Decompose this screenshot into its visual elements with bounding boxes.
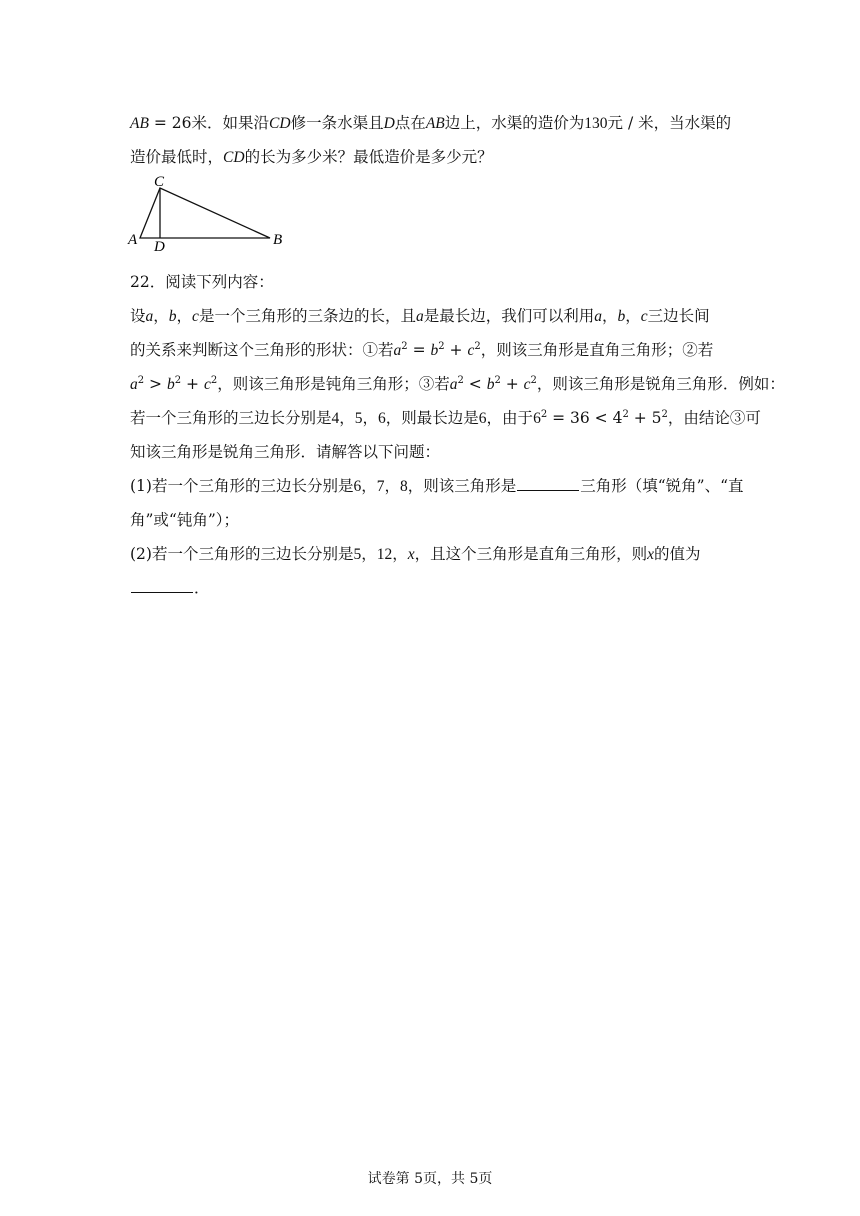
text-run: 知该三角形是锐角三角形．请解答以下问题：: [130, 443, 441, 461]
q22-line-2: [130, 340, 713, 361]
math-variable: AB: [130, 115, 149, 132]
label-a: A: [128, 232, 138, 248]
math-variable: b: [168, 308, 177, 325]
text-run: 的关系来判断这个三角形的形状：①若: [130, 341, 394, 359]
text-run: +: [444, 341, 468, 359]
math-variable: a: [594, 308, 602, 325]
q22-part2-line-2: [130, 578, 210, 598]
text-run: ，则该三角形是: [407, 477, 517, 495]
text-run: 米．如果沿: [191, 114, 270, 132]
q22-title: 22．阅读下列内容：: [130, 273, 274, 291]
text-run: 的长为多少米？最低造价是多少元？: [244, 148, 493, 166]
math-variable: a: [130, 376, 138, 393]
text-run: +: [181, 375, 204, 393]
math-variable: b: [166, 376, 175, 393]
text-run: ，且这个三角形是直角三角形，则: [414, 545, 648, 563]
exponent: 2: [540, 408, 548, 420]
text-run: <: [463, 375, 487, 393]
text-run: 角”或“钝角”）；: [130, 511, 240, 529]
text-run: ．: [194, 579, 210, 597]
exponent: 2: [457, 374, 464, 386]
text-run: 边上，水渠的造价为: [444, 114, 585, 132]
text-run: 6，7，8: [353, 478, 408, 495]
exponent: 2: [474, 340, 481, 352]
text-run: ，则该三角形是锐角三角形．例如：: [536, 375, 785, 393]
text-run: ，则该三角形是钝角三角形；③若: [217, 375, 450, 393]
text-run: =: [407, 341, 431, 359]
label-d: D: [154, 239, 165, 254]
text-run: + 5: [628, 409, 662, 427]
q22-part1-line-2: [130, 510, 239, 530]
triangle-figure: [126, 174, 296, 254]
q22-line-5: [130, 442, 440, 462]
exponent: 2: [661, 408, 668, 420]
math-variable: c: [640, 308, 648, 325]
math-variable: a: [415, 308, 424, 325]
text-run: 三边长间: [647, 307, 710, 325]
q21-line-2: [130, 147, 493, 168]
math-variable: c: [203, 376, 211, 393]
q21-line-1: [130, 113, 731, 134]
math-variable: b: [430, 342, 439, 359]
math-variable: CD: [223, 149, 245, 166]
text-run: 若一个三角形的三边长分别是: [130, 409, 332, 427]
exponent: 2: [622, 408, 629, 420]
text-run: (2)若一个三角形的三边长分别是: [130, 545, 354, 563]
exponent: 2: [174, 374, 182, 386]
text-run: ，则最长边是: [385, 409, 479, 427]
label-c: C: [154, 174, 165, 190]
exponent: 2: [137, 374, 145, 386]
math-variable: b: [617, 308, 626, 325]
text-run: (1)若一个三角形的三边长分别是: [130, 477, 354, 495]
text-run: ，: [601, 307, 618, 325]
answer-blank: [517, 476, 579, 491]
text-run: ，: [153, 307, 169, 325]
math-variable: x: [407, 546, 415, 563]
answer-blank: [131, 578, 193, 593]
text-run: 6: [533, 410, 541, 427]
text-run: 三角形（填“锐角”、“直: [580, 477, 744, 495]
text-run: ，由结论③可: [667, 409, 761, 427]
page-footer: 试卷第 5页，共 5页: [367, 1171, 493, 1187]
q22-line-4: [130, 408, 761, 429]
text-run: 5，12，: [353, 546, 408, 563]
math-variable: b: [486, 376, 495, 393]
text-run: 的值为: [654, 545, 701, 563]
exponent: 2: [494, 374, 501, 386]
text-run: 6: [478, 410, 487, 427]
text-run: ，由于: [486, 409, 534, 427]
q22-part2-line-1: [130, 544, 701, 565]
label-b: B: [273, 232, 283, 248]
q22-part1-line-1: [130, 476, 744, 497]
text-run: ，: [176, 307, 193, 325]
text-run: 是最长边，我们可以利用: [423, 307, 595, 325]
text-run: ，: [625, 307, 641, 325]
text-run: 设: [130, 307, 146, 325]
math-variable: D: [383, 115, 395, 132]
text-run: 点在: [394, 114, 426, 132]
exponent: 2: [530, 374, 537, 386]
math-variable: x: [647, 546, 655, 563]
math-variable: AB: [425, 115, 445, 132]
math-variable: c: [523, 376, 531, 393]
text-run: = 26: [148, 114, 192, 132]
exponent: 2: [401, 340, 408, 352]
math-variable: a: [145, 308, 154, 325]
text-run: +: [500, 375, 524, 393]
exponent: 2: [210, 374, 218, 386]
text-run: 造价最低时，: [130, 148, 224, 166]
text-run: >: [144, 375, 167, 393]
text-run: ，则该三角形是直角三角形；②若: [480, 341, 714, 359]
math-variable: CD: [269, 115, 291, 132]
text-run: 是一个三角形的三条边的长，且: [198, 307, 416, 325]
math-variable: c: [467, 342, 475, 359]
text-run: 元 / 米，当水渠的: [607, 114, 732, 132]
text-run: 修一条水渠且: [290, 114, 384, 132]
text-run: 130: [584, 115, 608, 132]
q22-line-1: [130, 306, 710, 327]
text-run: = 36 < 4: [547, 409, 623, 427]
math-variable: a: [393, 342, 402, 359]
exponent: 2: [438, 340, 445, 352]
text-run: 4，5，6: [331, 410, 386, 427]
math-variable: a: [449, 376, 458, 393]
math-variable: c: [192, 308, 199, 325]
q22-line-3: [130, 374, 785, 395]
